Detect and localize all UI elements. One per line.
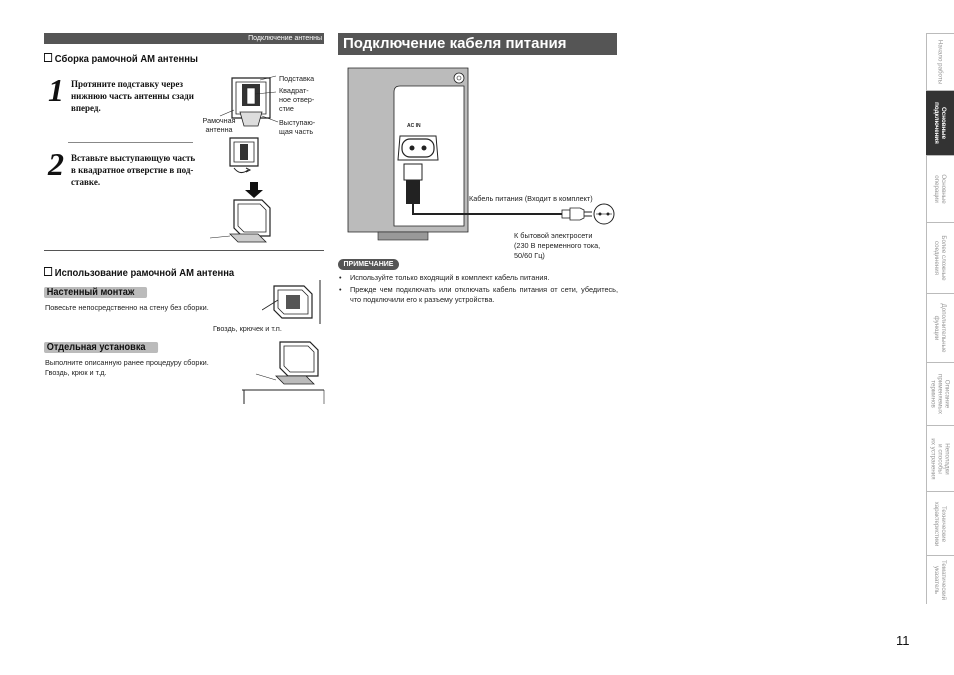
label-protrusion: Выступаю- щая часть [279, 118, 316, 136]
section-header-label: Подключение антенны [248, 35, 322, 42]
sidebar-tab-2[interactable] [926, 90, 954, 155]
power-title-bar [338, 33, 617, 55]
step-1-text: Протяните подставку через нижнюю часть антенны сзади вперед. [71, 79, 194, 113]
sidebar-tab-label: Технические характеристики [933, 501, 947, 546]
page-number: 11 [896, 633, 910, 648]
list-item: • Используйте только входящий в комплект кабель питания. [338, 273, 618, 283]
section-header-bar [44, 33, 324, 44]
usage-heading: Использование рамочной AM антенна [44, 267, 234, 279]
section-divider [44, 250, 324, 251]
label-square-hole: Квадрат- ное отвер- стие [279, 86, 315, 113]
sidebar-tab-label: Основные операции [933, 174, 947, 204]
sidebar-tab-9[interactable] [926, 555, 954, 604]
standalone-text: Выполните описанную ранее процедуру сборки. Гвоздь, крюк и т.д. [45, 358, 209, 377]
checkbox-square-icon [44, 53, 52, 62]
sidebar-tab-label: Основные подключения [933, 102, 947, 144]
antenna-assembly-illustration [210, 130, 285, 248]
sidebar-tab-6[interactable] [926, 362, 954, 425]
ac-in-label: AC IN [407, 123, 421, 129]
outlet-label: К бытовой электросети (230 В переменного тока, 50/60 Гц) [514, 231, 601, 260]
sidebar-tab-7[interactable] [926, 425, 954, 491]
list-item: • Прежде чем подключать или отключать кабель питания от сети, убедитесь, что подключили его к разъему устройства. [338, 285, 618, 305]
step-2-text: Вставьте выступающую часть в квадратное отверстие в под- ставке. [71, 153, 196, 187]
label-loop-antenna: Рамочная антенна [202, 116, 236, 134]
label-stand: Подставка [279, 74, 315, 83]
power-title: Подключение кабеля питания [343, 35, 567, 52]
sidebar-tab-5[interactable] [926, 293, 954, 362]
sidebar-tab-label: Более сложные соединения [933, 235, 947, 281]
sidebar-tab-8[interactable] [926, 491, 954, 555]
step-divider [68, 142, 193, 143]
sidebar-tab-label: Тематический указатель [933, 559, 947, 601]
standalone-heading: Отдельная установка [44, 342, 158, 353]
note-list [338, 273, 618, 307]
wall-mount-caption: Гвоздь, крючек и т.п. [213, 324, 282, 333]
sidebar-tab-3[interactable] [926, 155, 954, 222]
step-2-number: 2 [48, 146, 64, 182]
standalone-illustration [240, 336, 326, 406]
wall-mount-heading: Настенный монтаж [44, 287, 147, 298]
sidebar-tab-label: Описание применяемых терминов [929, 374, 951, 414]
note-badge: ПРИМЕЧАНИЕ [338, 259, 399, 270]
sidebar-tab-4[interactable] [926, 222, 954, 293]
power-connection-diagram [340, 60, 630, 250]
sidebar-tab-label: Дополнительные функции [933, 303, 947, 353]
step-1-number: 1 [48, 72, 64, 108]
checkbox-square-icon [44, 267, 52, 276]
sidebar-tab-label: Начало работы [936, 39, 944, 85]
wall-mount-text: Повесьте непосредственно на стену без сборки. [45, 303, 209, 312]
wall-mount-illustration [262, 280, 324, 324]
sidebar-tab-1[interactable] [926, 33, 954, 90]
power-cable-label: Кабель питания (Входит в комплект) [469, 194, 593, 203]
assembly-heading: Сборка рамочной AM антенны [44, 53, 198, 65]
sidebar-tab-label: Неполадки и способы их устранения [929, 437, 951, 480]
